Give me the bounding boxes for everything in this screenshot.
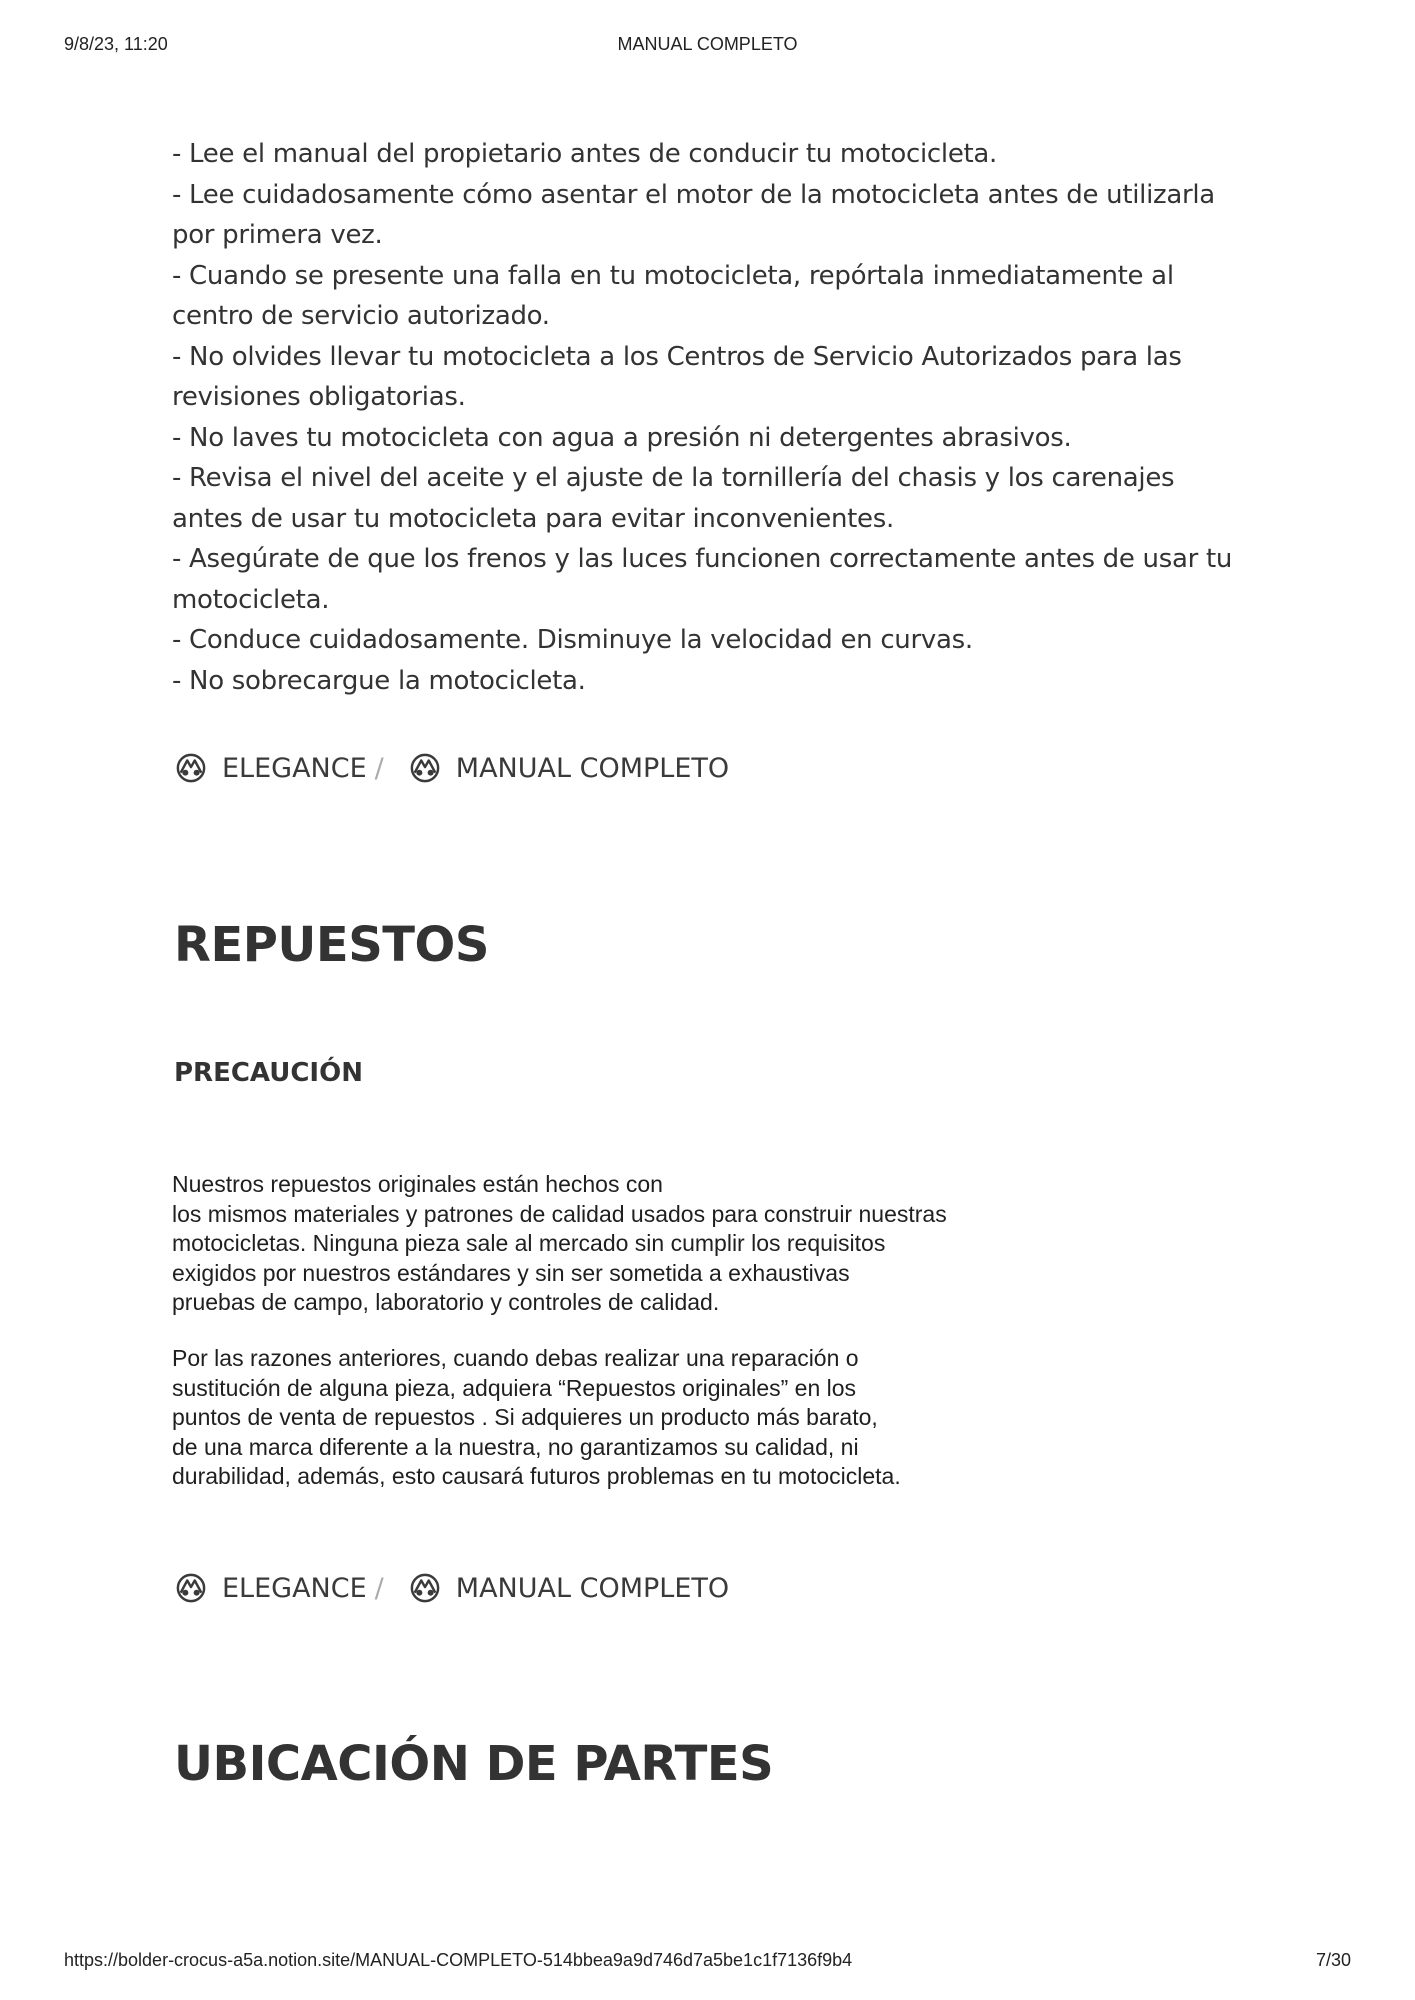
motorcycle-logo-icon [410,1573,440,1603]
motorcycle-logo-icon [410,753,440,783]
print-url: https://bolder-crocus-a5a.notion.site/MANUAL-COMPLETO-514bbea9a9d746d7a5be1c1f7136f9b4 [64,1950,853,1970]
print-footer [0,1950,1415,1974]
list-item: - Cuando se presente una falla en tu motocicleta, repórtala inmediatamente al centro de servicio autorizado. [172,260,1174,331]
breadcrumb-current-link[interactable]: MANUAL COMPLETO [455,752,730,784]
list-item: - No laves tu motocicleta con agua a presión ni detergentes abrasivos. [172,422,1072,453]
list-item: - No sobrecargue la motocicleta. [172,665,586,696]
list-item: - Lee el manual del propietario antes de conducir tu motocicleta. [172,139,998,169]
breadcrumb-separator: / [374,1572,384,1604]
print-header [0,34,1415,58]
subheading-precaucion: PRECAUCIÓN [174,1058,363,1088]
list-item: - Lee cuidadosamente cómo asentar el motor de la motocicleta antes de utilizarla por primera vez. [172,179,1215,250]
list-item: - No olvides llevar tu motocicleta a los Centros de Servicio Autorizados para las revisiones obligatorias. [172,341,1182,412]
list-item: - Conduce cuidadosamente. Disminuye la velocidad en curvas. [172,625,973,655]
print-title: MANUAL COMPLETO [617,34,798,54]
print-page-number: 7/30 [1315,1950,1351,1970]
motorcycle-logo-icon [176,753,206,783]
section-title-repuestos: REPUESTOS [174,917,489,973]
list-item: - Revisa el nivel del aceite y el ajuste de la tornillería del chasis y los carenajes antes de usar tu motocicleta para evitar inconvenientes. [172,463,1175,534]
motorcycle-logo-icon [176,1573,206,1603]
breadcrumb-current-link[interactable]: MANUAL COMPLETO [455,1572,730,1604]
breadcrumb [176,748,729,788]
breadcrumb-parent-link[interactable]: ELEGANCE [222,1572,367,1604]
section-title-ubicacion: UBICACIÓN DE PARTES [174,1736,774,1792]
breadcrumb-separator: / [374,752,384,784]
list-item: - Asegúrate de que los frenos y las luces funcionen correctamente antes de usar tu motocicleta. [172,544,1233,615]
repuestos-paragraph-2: Por las razones anteriores, cuando debas realizar una reparación o sustitución de alguna pieza, adquiera “Repuestos originales” en los puntos de venta de repuestos . Si adquieres un producto más barato, de una marca diferente a la nuestra, no garantizamos su calidad, ni durabilidad, además, esto causará futuros problemas en tu motocicleta. [172,1345,901,1489]
repuestos-paragraph-1: Nuestros repuestos originales están hechos con los mismos materiales y patrones de calidad usados para construir nuestras motocicletas. Ninguna pieza sale al mercado sin cumplir los requisitos exigidos por nuestros estándares y sin ser sometida a exhaustivas pruebas de campo, laboratorio y controles de calidad. [172,1171,947,1315]
breadcrumb [176,1568,729,1608]
print-datetime: 9/8/23, 11:20 [64,34,168,54]
breadcrumb-parent-link[interactable]: ELEGANCE [222,752,367,784]
recommendations-list [172,134,1252,701]
